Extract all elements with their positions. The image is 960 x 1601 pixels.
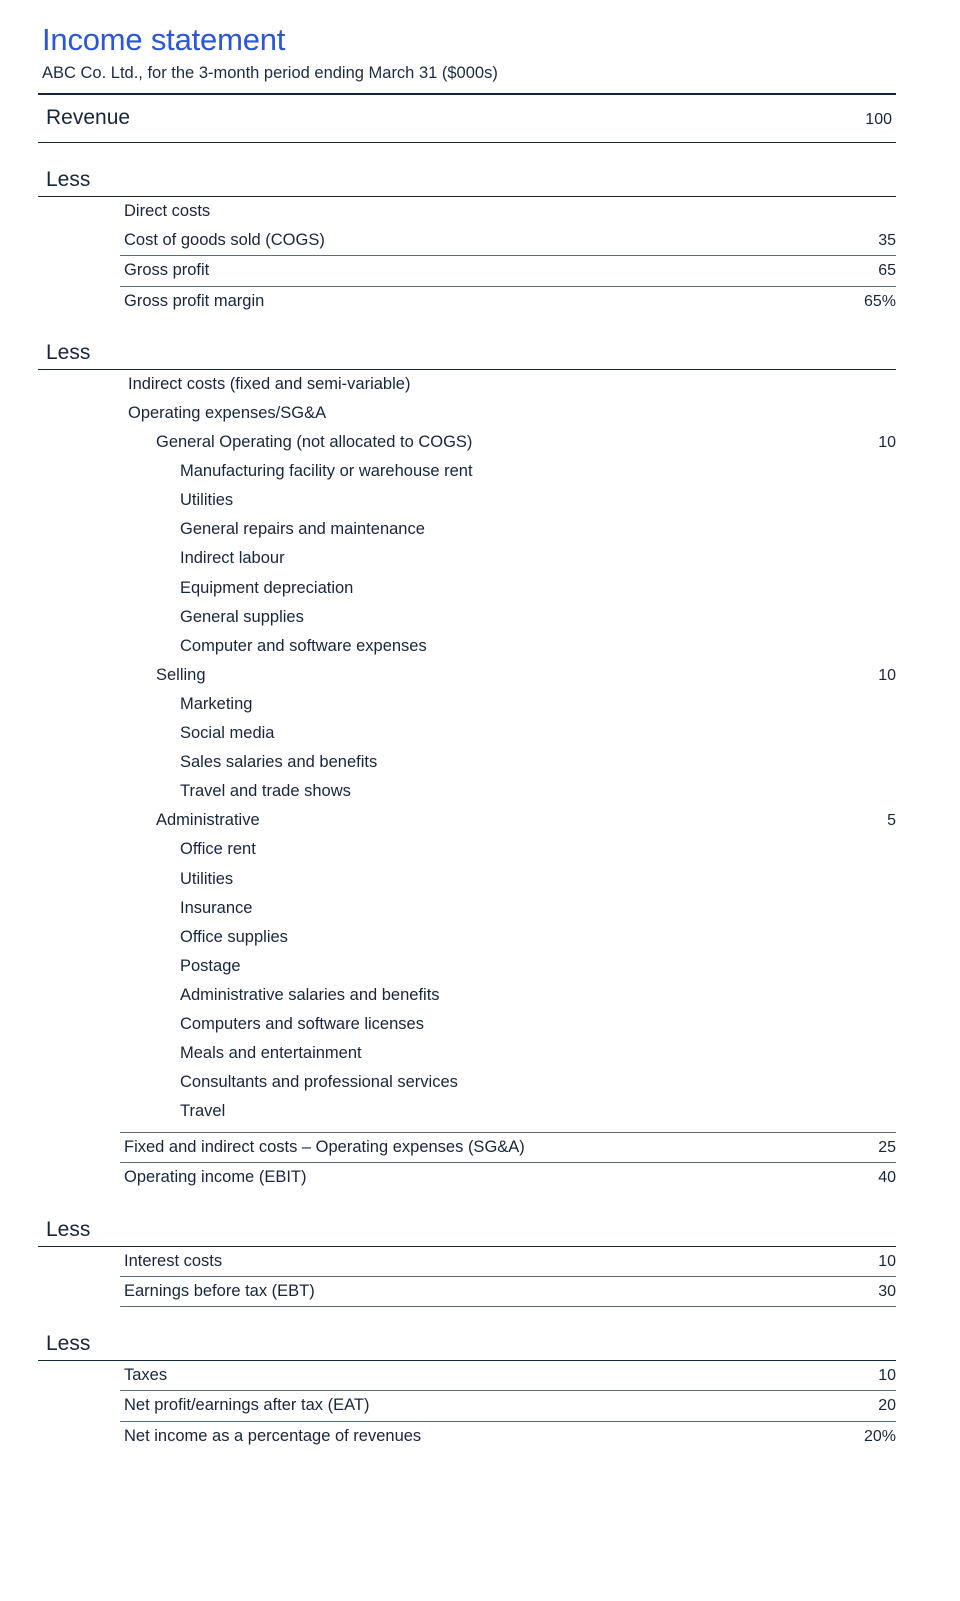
- interest-label: Interest costs: [124, 1251, 223, 1270]
- list-item-label: Utilities: [180, 491, 234, 510]
- list-item: [120, 923, 896, 952]
- list-item: [120, 486, 896, 515]
- cogs-label: Cost of goods sold (COGS): [124, 231, 325, 250]
- cogs-value: 35: [878, 232, 896, 250]
- list-item-label: Insurance: [180, 898, 253, 917]
- interest-row: [120, 1247, 896, 1276]
- list-item-label: Utilities: [180, 869, 234, 888]
- list-item: [120, 835, 896, 864]
- page-subtitle: ABC Co. Ltd., for the 3-month period ending March 31 ($000s): [42, 64, 498, 82]
- page-title: Income statement: [42, 22, 286, 57]
- cogs-row: [120, 226, 896, 255]
- indirect-subheading-row: [120, 399, 896, 428]
- ebt-row: [120, 1277, 896, 1306]
- list-item-label: Office rent: [180, 840, 256, 859]
- net-pct-label: Net income as a percentage of revenues: [124, 1426, 422, 1445]
- revenue-row: [38, 95, 896, 142]
- group-row: [120, 661, 896, 690]
- list-item-label: Consultants and professional services: [180, 1072, 458, 1091]
- list-item-label: Travel and trade shows: [180, 782, 351, 801]
- interest-value: 10: [878, 1252, 896, 1270]
- list-item-label: Meals and entertainment: [180, 1043, 362, 1062]
- list-item: [120, 748, 896, 777]
- list-item: [120, 777, 896, 806]
- list-item-label: Marketing: [180, 694, 253, 713]
- revenue-value: 100: [865, 111, 892, 128]
- group-label: General Operating (not allocated to COGS): [156, 433, 473, 451]
- tax-block: [120, 1361, 896, 1451]
- list-item: [120, 603, 896, 632]
- gross-margin-label: Gross profit margin: [124, 291, 265, 310]
- spacer: [38, 1307, 896, 1329]
- less-label-1: Less: [46, 168, 91, 192]
- spacer: [38, 1193, 896, 1215]
- indirect-total-row: [120, 1133, 896, 1162]
- list-item-label: Equipment depreciation: [180, 578, 354, 597]
- list-item-label: Computers and software licenses: [180, 1014, 424, 1033]
- spacer: [38, 143, 896, 165]
- list-item-label: Travel: [180, 1102, 226, 1121]
- list-item-label: Social media: [180, 724, 275, 743]
- gross-profit-label: Gross profit: [124, 261, 210, 280]
- group-row: [120, 806, 896, 835]
- revenue-label: Revenue: [46, 106, 131, 129]
- list-item-label: Administrative salaries and benefits: [180, 985, 440, 1004]
- direct-costs-heading-row: [120, 197, 896, 226]
- ebt-label: Earnings before tax (EBT): [124, 1281, 315, 1300]
- list-item: [120, 1039, 896, 1068]
- list-item-label: Computer and software expenses: [180, 636, 427, 655]
- taxes-value: 10: [878, 1367, 896, 1385]
- group-label: Selling: [156, 665, 206, 684]
- list-item: [120, 1097, 896, 1126]
- list-item-label: Postage: [180, 956, 241, 975]
- interest-block: [120, 1247, 896, 1308]
- list-item: [120, 719, 896, 748]
- spacer: [38, 316, 896, 338]
- less-label-4: Less: [46, 1332, 91, 1356]
- list-item: [120, 952, 896, 981]
- list-item-label: Office supplies: [180, 927, 288, 946]
- taxes-row: [120, 1361, 896, 1390]
- list-item: [120, 1010, 896, 1039]
- list-item: [120, 894, 896, 923]
- list-item-label: Indirect labour: [180, 549, 285, 568]
- indirect-total-value: 25: [878, 1139, 896, 1157]
- list-item: [120, 690, 896, 719]
- indirect-heading: Indirect costs (fixed and semi-variable): [128, 374, 411, 393]
- indirect-costs-block: [120, 370, 896, 1193]
- net-pct-value: 20%: [863, 1427, 896, 1445]
- list-item: [120, 457, 896, 486]
- indirect-subheading: Operating expenses/SG&A: [128, 403, 327, 422]
- less-label-3: Less: [46, 1217, 91, 1241]
- list-item: [120, 632, 896, 661]
- group-value: 10: [878, 434, 896, 451]
- taxes-label: Taxes: [124, 1366, 168, 1385]
- group-value: 5: [887, 812, 896, 830]
- list-item: [120, 1068, 896, 1097]
- list-item-label: General repairs and maintenance: [180, 520, 425, 539]
- list-item-label: Manufacturing facility or warehouse rent: [180, 462, 473, 481]
- net-pct-row: [120, 1422, 896, 1451]
- group-label: Administrative: [156, 811, 260, 830]
- group-row: [120, 428, 896, 457]
- list-item: [120, 574, 896, 603]
- list-item-label: General supplies: [180, 607, 304, 626]
- gross-profit-value: 65: [878, 262, 896, 280]
- gross-margin-value: 65%: [863, 292, 896, 310]
- direct-costs-block: [120, 197, 896, 316]
- eat-value: 20: [878, 1397, 896, 1415]
- list-item-label: Sales salaries and benefits: [180, 753, 378, 772]
- ebit-value: 40: [878, 1169, 896, 1187]
- eat-row: [120, 1391, 896, 1420]
- group-value: 10: [878, 666, 896, 684]
- list-item: [120, 515, 896, 544]
- ebit-row: [120, 1163, 896, 1192]
- list-item: [120, 544, 896, 573]
- list-item: [120, 981, 896, 1010]
- gross-margin-row: [120, 287, 896, 316]
- direct-costs-heading: Direct costs: [124, 202, 211, 221]
- ebit-label: Operating income (EBIT): [124, 1168, 307, 1187]
- ebt-value: 30: [878, 1282, 896, 1300]
- eat-label: Net profit/earnings after tax (EAT): [124, 1396, 370, 1415]
- indirect-total-label: Fixed and indirect costs – Operating expenses (SG&A): [124, 1138, 525, 1157]
- gross-profit-row: [120, 256, 896, 285]
- less-label-2: Less: [46, 340, 91, 364]
- indirect-heading-row: [120, 370, 896, 399]
- list-item: [120, 865, 896, 894]
